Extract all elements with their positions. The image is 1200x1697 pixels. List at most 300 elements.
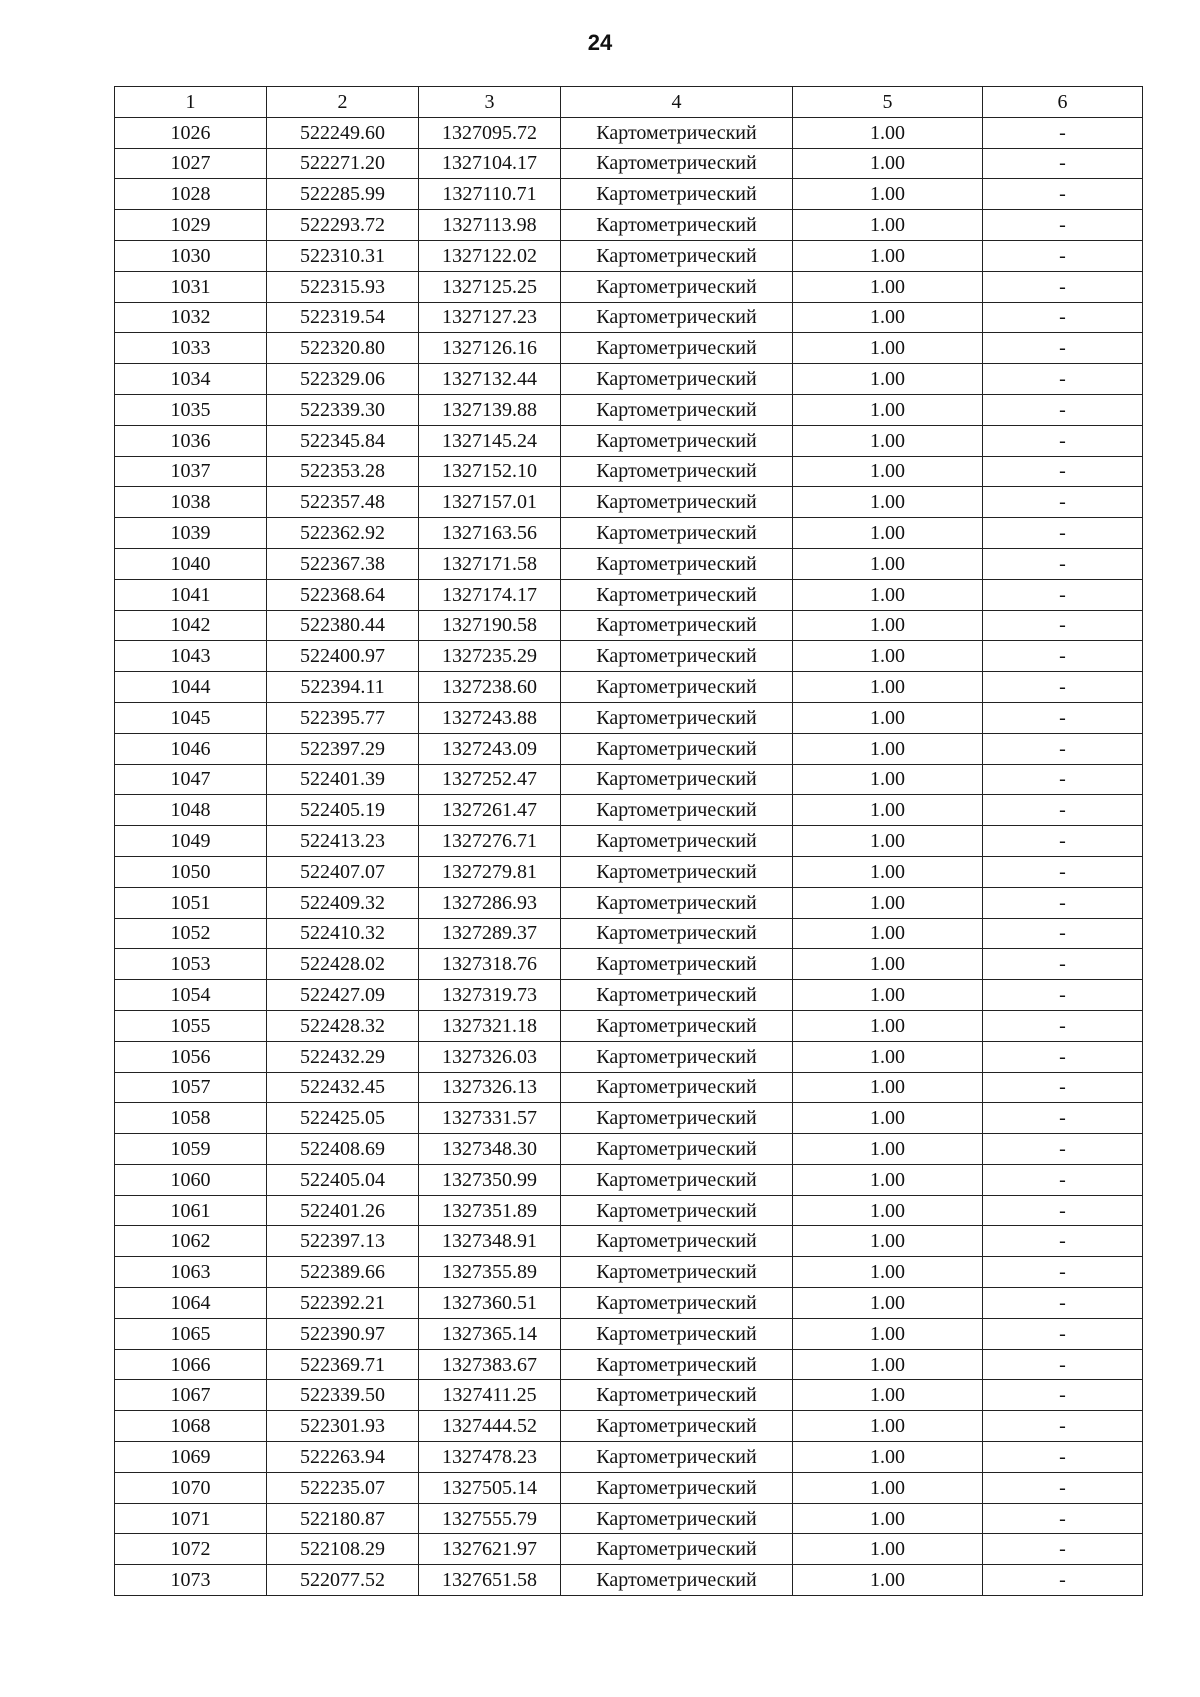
method-cell: Картометрический <box>561 548 793 579</box>
accuracy-cell: 1.00 <box>793 764 983 795</box>
table-row <box>115 641 1143 672</box>
table-row <box>115 1534 1143 1565</box>
description-cell: - <box>983 702 1143 733</box>
y-coordinate-cell: 1327095.72 <box>419 117 561 148</box>
y-coordinate-cell: 1327125.25 <box>419 271 561 302</box>
method-cell: Картометрический <box>561 672 793 703</box>
method-cell: Картометрический <box>561 333 793 364</box>
point-number-cell: 1042 <box>115 610 267 641</box>
description-cell: - <box>983 579 1143 610</box>
x-coordinate-cell: 522405.19 <box>267 795 419 826</box>
y-coordinate-cell: 1327261.47 <box>419 795 561 826</box>
point-number-cell: 1068 <box>115 1411 267 1442</box>
x-coordinate-cell: 522425.05 <box>267 1103 419 1134</box>
accuracy-cell: 1.00 <box>793 1195 983 1226</box>
method-cell: Картометрический <box>561 1442 793 1473</box>
accuracy-cell: 1.00 <box>793 1257 983 1288</box>
accuracy-cell: 1.00 <box>793 179 983 210</box>
header-row <box>115 87 1143 118</box>
accuracy-cell: 1.00 <box>793 1041 983 1072</box>
point-number-cell: 1073 <box>115 1565 267 1596</box>
table-row <box>115 240 1143 271</box>
table-row <box>115 364 1143 395</box>
method-cell: Картометрический <box>561 394 793 425</box>
y-coordinate-cell: 1327122.02 <box>419 240 561 271</box>
method-cell: Картометрический <box>561 949 793 980</box>
point-number-cell: 1062 <box>115 1226 267 1257</box>
accuracy-cell: 1.00 <box>793 1442 983 1473</box>
x-coordinate-cell: 522394.11 <box>267 672 419 703</box>
x-coordinate-cell: 522301.93 <box>267 1411 419 1442</box>
x-coordinate-cell: 522405.04 <box>267 1164 419 1195</box>
x-coordinate-cell: 522315.93 <box>267 271 419 302</box>
point-number-cell: 1038 <box>115 487 267 518</box>
column-header: 1 <box>115 87 267 118</box>
y-coordinate-cell: 1327139.88 <box>419 394 561 425</box>
method-cell: Картометрический <box>561 302 793 333</box>
table-body <box>115 117 1143 1595</box>
description-cell: - <box>983 887 1143 918</box>
description-cell: - <box>983 1472 1143 1503</box>
accuracy-cell: 1.00 <box>793 1134 983 1165</box>
description-cell: - <box>983 980 1143 1011</box>
y-coordinate-cell: 1327145.24 <box>419 425 561 456</box>
accuracy-cell: 1.00 <box>793 980 983 1011</box>
accuracy-cell: 1.00 <box>793 826 983 857</box>
y-coordinate-cell: 1327621.97 <box>419 1534 561 1565</box>
method-cell: Картометрический <box>561 856 793 887</box>
y-coordinate-cell: 1327651.58 <box>419 1565 561 1596</box>
description-cell: - <box>983 518 1143 549</box>
x-coordinate-cell: 522077.52 <box>267 1565 419 1596</box>
x-coordinate-cell: 522390.97 <box>267 1318 419 1349</box>
method-cell: Картометрический <box>561 826 793 857</box>
description-cell: - <box>983 1103 1143 1134</box>
y-coordinate-cell: 1327360.51 <box>419 1288 561 1319</box>
x-coordinate-cell: 522235.07 <box>267 1472 419 1503</box>
table-row <box>115 302 1143 333</box>
table-row <box>115 856 1143 887</box>
y-coordinate-cell: 1327110.71 <box>419 179 561 210</box>
method-cell: Картометрический <box>561 1072 793 1103</box>
y-coordinate-cell: 1327355.89 <box>419 1257 561 1288</box>
point-number-cell: 1044 <box>115 672 267 703</box>
method-cell: Картометрический <box>561 887 793 918</box>
table-row <box>115 1103 1143 1134</box>
method-cell: Картометрический <box>561 1503 793 1534</box>
table-row <box>115 1257 1143 1288</box>
y-coordinate-cell: 1327351.89 <box>419 1195 561 1226</box>
table-row <box>115 1442 1143 1473</box>
method-cell: Картометрический <box>561 1565 793 1596</box>
point-number-cell: 1036 <box>115 425 267 456</box>
point-number-cell: 1056 <box>115 1041 267 1072</box>
method-cell: Картометрический <box>561 117 793 148</box>
accuracy-cell: 1.00 <box>793 333 983 364</box>
table-row <box>115 1226 1143 1257</box>
table-row <box>115 1411 1143 1442</box>
method-cell: Картометрический <box>561 271 793 302</box>
method-cell: Картометрический <box>561 487 793 518</box>
y-coordinate-cell: 1327171.58 <box>419 548 561 579</box>
point-number-cell: 1055 <box>115 1010 267 1041</box>
accuracy-cell: 1.00 <box>793 240 983 271</box>
point-number-cell: 1040 <box>115 548 267 579</box>
method-cell: Картометрический <box>561 1226 793 1257</box>
description-cell: - <box>983 1010 1143 1041</box>
point-number-cell: 1064 <box>115 1288 267 1319</box>
point-number-cell: 1047 <box>115 764 267 795</box>
point-number-cell: 1063 <box>115 1257 267 1288</box>
table-row <box>115 672 1143 703</box>
y-coordinate-cell: 1327326.03 <box>419 1041 561 1072</box>
table-row <box>115 271 1143 302</box>
y-coordinate-cell: 1327331.57 <box>419 1103 561 1134</box>
y-coordinate-cell: 1327152.10 <box>419 456 561 487</box>
x-coordinate-cell: 522285.99 <box>267 179 419 210</box>
description-cell: - <box>983 1318 1143 1349</box>
point-number-cell: 1033 <box>115 333 267 364</box>
x-coordinate-cell: 522345.84 <box>267 425 419 456</box>
point-number-cell: 1029 <box>115 210 267 241</box>
x-coordinate-cell: 522353.28 <box>267 456 419 487</box>
y-coordinate-cell: 1327318.76 <box>419 949 561 980</box>
x-coordinate-cell: 522367.38 <box>267 548 419 579</box>
method-cell: Картометрический <box>561 1103 793 1134</box>
accuracy-cell: 1.00 <box>793 487 983 518</box>
table-row <box>115 795 1143 826</box>
accuracy-cell: 1.00 <box>793 1010 983 1041</box>
accuracy-cell: 1.00 <box>793 1349 983 1380</box>
accuracy-cell: 1.00 <box>793 518 983 549</box>
table-row <box>115 949 1143 980</box>
table-row <box>115 487 1143 518</box>
y-coordinate-cell: 1327127.23 <box>419 302 561 333</box>
table-row <box>115 1380 1143 1411</box>
y-coordinate-cell: 1327326.13 <box>419 1072 561 1103</box>
description-cell: - <box>983 1411 1143 1442</box>
method-cell: Картометрический <box>561 795 793 826</box>
y-coordinate-cell: 1327348.30 <box>419 1134 561 1165</box>
description-cell: - <box>983 1534 1143 1565</box>
x-coordinate-cell: 522319.54 <box>267 302 419 333</box>
table-row <box>115 425 1143 456</box>
method-cell: Картометрический <box>561 179 793 210</box>
description-cell: - <box>983 302 1143 333</box>
x-coordinate-cell: 522413.23 <box>267 826 419 857</box>
x-coordinate-cell: 522401.26 <box>267 1195 419 1226</box>
x-coordinate-cell: 522180.87 <box>267 1503 419 1534</box>
x-coordinate-cell: 522380.44 <box>267 610 419 641</box>
y-coordinate-cell: 1327157.01 <box>419 487 561 518</box>
description-cell: - <box>983 548 1143 579</box>
point-number-cell: 1039 <box>115 518 267 549</box>
x-coordinate-cell: 522427.09 <box>267 980 419 1011</box>
table-row <box>115 733 1143 764</box>
description-cell: - <box>983 333 1143 364</box>
table-row <box>115 1288 1143 1319</box>
accuracy-cell: 1.00 <box>793 117 983 148</box>
description-cell: - <box>983 1041 1143 1072</box>
y-coordinate-cell: 1327279.81 <box>419 856 561 887</box>
table-row <box>115 887 1143 918</box>
table-row <box>115 1072 1143 1103</box>
table-row <box>115 117 1143 148</box>
table-row <box>115 179 1143 210</box>
point-number-cell: 1035 <box>115 394 267 425</box>
accuracy-cell: 1.00 <box>793 271 983 302</box>
table-row <box>115 610 1143 641</box>
description-cell: - <box>983 1072 1143 1103</box>
point-number-cell: 1057 <box>115 1072 267 1103</box>
method-cell: Картометрический <box>561 1349 793 1380</box>
method-cell: Картометрический <box>561 610 793 641</box>
y-coordinate-cell: 1327174.17 <box>419 579 561 610</box>
table-row <box>115 210 1143 241</box>
point-number-cell: 1043 <box>115 641 267 672</box>
method-cell: Картометрический <box>561 1411 793 1442</box>
x-coordinate-cell: 522271.20 <box>267 148 419 179</box>
description-cell: - <box>983 764 1143 795</box>
description-cell: - <box>983 918 1143 949</box>
x-coordinate-cell: 522397.29 <box>267 733 419 764</box>
description-cell: - <box>983 117 1143 148</box>
description-cell: - <box>983 1288 1143 1319</box>
method-cell: Картометрический <box>561 364 793 395</box>
accuracy-cell: 1.00 <box>793 949 983 980</box>
point-number-cell: 1071 <box>115 1503 267 1534</box>
accuracy-cell: 1.00 <box>793 918 983 949</box>
accuracy-cell: 1.00 <box>793 856 983 887</box>
description-cell: - <box>983 271 1143 302</box>
x-coordinate-cell: 522362.92 <box>267 518 419 549</box>
method-cell: Картометрический <box>561 1041 793 1072</box>
accuracy-cell: 1.00 <box>793 1534 983 1565</box>
description-cell: - <box>983 949 1143 980</box>
description-cell: - <box>983 425 1143 456</box>
y-coordinate-cell: 1327132.44 <box>419 364 561 395</box>
x-coordinate-cell: 522329.06 <box>267 364 419 395</box>
method-cell: Картометрический <box>561 456 793 487</box>
y-coordinate-cell: 1327276.71 <box>419 826 561 857</box>
column-header: 2 <box>267 87 419 118</box>
description-cell: - <box>983 1257 1143 1288</box>
y-coordinate-cell: 1327321.18 <box>419 1010 561 1041</box>
point-number-cell: 1034 <box>115 364 267 395</box>
description-cell: - <box>983 1503 1143 1534</box>
table-row <box>115 333 1143 364</box>
point-number-cell: 1045 <box>115 702 267 733</box>
accuracy-cell: 1.00 <box>793 1411 983 1442</box>
x-coordinate-cell: 522263.94 <box>267 1442 419 1473</box>
x-coordinate-cell: 522401.39 <box>267 764 419 795</box>
method-cell: Картометрический <box>561 425 793 456</box>
table-row <box>115 1503 1143 1534</box>
table-row <box>115 1010 1143 1041</box>
y-coordinate-cell: 1327243.88 <box>419 702 561 733</box>
method-cell: Картометрический <box>561 1472 793 1503</box>
description-cell: - <box>983 1195 1143 1226</box>
x-coordinate-cell: 522410.32 <box>267 918 419 949</box>
point-number-cell: 1060 <box>115 1164 267 1195</box>
description-cell: - <box>983 487 1143 518</box>
point-number-cell: 1030 <box>115 240 267 271</box>
x-coordinate-cell: 522409.32 <box>267 887 419 918</box>
x-coordinate-cell: 522395.77 <box>267 702 419 733</box>
x-coordinate-cell: 522397.13 <box>267 1226 419 1257</box>
table-row <box>115 1349 1143 1380</box>
point-number-cell: 1053 <box>115 949 267 980</box>
table-row <box>115 1164 1143 1195</box>
method-cell: Картометрический <box>561 1195 793 1226</box>
y-coordinate-cell: 1327350.99 <box>419 1164 561 1195</box>
accuracy-cell: 1.00 <box>793 672 983 703</box>
y-coordinate-cell: 1327126.16 <box>419 333 561 364</box>
point-number-cell: 1026 <box>115 117 267 148</box>
description-cell: - <box>983 240 1143 271</box>
description-cell: - <box>983 148 1143 179</box>
point-number-cell: 1048 <box>115 795 267 826</box>
accuracy-cell: 1.00 <box>793 733 983 764</box>
method-cell: Картометрический <box>561 1318 793 1349</box>
y-coordinate-cell: 1327365.14 <box>419 1318 561 1349</box>
x-coordinate-cell: 522293.72 <box>267 210 419 241</box>
method-cell: Картометрический <box>561 1010 793 1041</box>
table-header <box>115 87 1143 118</box>
point-number-cell: 1066 <box>115 1349 267 1380</box>
point-number-cell: 1070 <box>115 1472 267 1503</box>
y-coordinate-cell: 1327289.37 <box>419 918 561 949</box>
y-coordinate-cell: 1327163.56 <box>419 518 561 549</box>
y-coordinate-cell: 1327444.52 <box>419 1411 561 1442</box>
point-number-cell: 1032 <box>115 302 267 333</box>
table-row <box>115 456 1143 487</box>
table-row <box>115 918 1143 949</box>
page-number: 24 <box>587 30 613 55</box>
method-cell: Картометрический <box>561 1164 793 1195</box>
point-number-cell: 1028 <box>115 179 267 210</box>
description-cell: - <box>983 1380 1143 1411</box>
x-coordinate-cell: 522249.60 <box>267 117 419 148</box>
point-number-cell: 1058 <box>115 1103 267 1134</box>
point-number-cell: 1061 <box>115 1195 267 1226</box>
y-coordinate-cell: 1327411.25 <box>419 1380 561 1411</box>
accuracy-cell: 1.00 <box>793 610 983 641</box>
table-row <box>115 826 1143 857</box>
method-cell: Картометрический <box>561 1380 793 1411</box>
y-coordinate-cell: 1327190.58 <box>419 610 561 641</box>
accuracy-cell: 1.00 <box>793 1380 983 1411</box>
method-cell: Картометрический <box>561 764 793 795</box>
x-coordinate-cell: 522400.97 <box>267 641 419 672</box>
y-coordinate-cell: 1327238.60 <box>419 672 561 703</box>
column-header: 4 <box>561 87 793 118</box>
table-row <box>115 764 1143 795</box>
table-row <box>115 1041 1143 1072</box>
y-coordinate-cell: 1327348.91 <box>419 1226 561 1257</box>
accuracy-cell: 1.00 <box>793 1164 983 1195</box>
method-cell: Картометрический <box>561 240 793 271</box>
description-cell: - <box>983 1565 1143 1596</box>
description-cell: - <box>983 826 1143 857</box>
method-cell: Картометрический <box>561 210 793 241</box>
table-row <box>115 548 1143 579</box>
accuracy-cell: 1.00 <box>793 456 983 487</box>
description-cell: - <box>983 1442 1143 1473</box>
point-number-cell: 1065 <box>115 1318 267 1349</box>
coordinates-table <box>114 86 1143 1596</box>
description-cell: - <box>983 210 1143 241</box>
description-cell: - <box>983 1226 1143 1257</box>
description-cell: - <box>983 1134 1143 1165</box>
accuracy-cell: 1.00 <box>793 394 983 425</box>
accuracy-cell: 1.00 <box>793 1103 983 1134</box>
point-number-cell: 1069 <box>115 1442 267 1473</box>
x-coordinate-cell: 522407.07 <box>267 856 419 887</box>
method-cell: Картометрический <box>561 579 793 610</box>
description-cell: - <box>983 795 1143 826</box>
table-row <box>115 1472 1143 1503</box>
method-cell: Картометрический <box>561 1257 793 1288</box>
accuracy-cell: 1.00 <box>793 579 983 610</box>
x-coordinate-cell: 522369.71 <box>267 1349 419 1380</box>
accuracy-cell: 1.00 <box>793 425 983 456</box>
accuracy-cell: 1.00 <box>793 702 983 733</box>
method-cell: Картометрический <box>561 518 793 549</box>
accuracy-cell: 1.00 <box>793 795 983 826</box>
point-number-cell: 1054 <box>115 980 267 1011</box>
table-row <box>115 1565 1143 1596</box>
x-coordinate-cell: 522428.32 <box>267 1010 419 1041</box>
y-coordinate-cell: 1327252.47 <box>419 764 561 795</box>
description-cell: - <box>983 1349 1143 1380</box>
accuracy-cell: 1.00 <box>793 1072 983 1103</box>
description-cell: - <box>983 456 1143 487</box>
accuracy-cell: 1.00 <box>793 1565 983 1596</box>
method-cell: Картометрический <box>561 733 793 764</box>
point-number-cell: 1052 <box>115 918 267 949</box>
x-coordinate-cell: 522432.45 <box>267 1072 419 1103</box>
description-cell: - <box>983 364 1143 395</box>
method-cell: Картометрический <box>561 980 793 1011</box>
x-coordinate-cell: 522428.02 <box>267 949 419 980</box>
point-number-cell: 1031 <box>115 271 267 302</box>
y-coordinate-cell: 1327478.23 <box>419 1442 561 1473</box>
y-coordinate-cell: 1327505.14 <box>419 1472 561 1503</box>
table-row <box>115 518 1143 549</box>
accuracy-cell: 1.00 <box>793 1226 983 1257</box>
method-cell: Картометрический <box>561 1288 793 1319</box>
x-coordinate-cell: 522368.64 <box>267 579 419 610</box>
table-row <box>115 1195 1143 1226</box>
x-coordinate-cell: 522339.30 <box>267 394 419 425</box>
description-cell: - <box>983 1164 1143 1195</box>
y-coordinate-cell: 1327383.67 <box>419 1349 561 1380</box>
method-cell: Картометрический <box>561 1134 793 1165</box>
point-number-cell: 1059 <box>115 1134 267 1165</box>
x-coordinate-cell: 522320.80 <box>267 333 419 364</box>
y-coordinate-cell: 1327243.09 <box>419 733 561 764</box>
x-coordinate-cell: 522339.50 <box>267 1380 419 1411</box>
accuracy-cell: 1.00 <box>793 1503 983 1534</box>
y-coordinate-cell: 1327113.98 <box>419 210 561 241</box>
point-number-cell: 1049 <box>115 826 267 857</box>
description-cell: - <box>983 610 1143 641</box>
accuracy-cell: 1.00 <box>793 364 983 395</box>
table-row <box>115 148 1143 179</box>
accuracy-cell: 1.00 <box>793 210 983 241</box>
description-cell: - <box>983 394 1143 425</box>
